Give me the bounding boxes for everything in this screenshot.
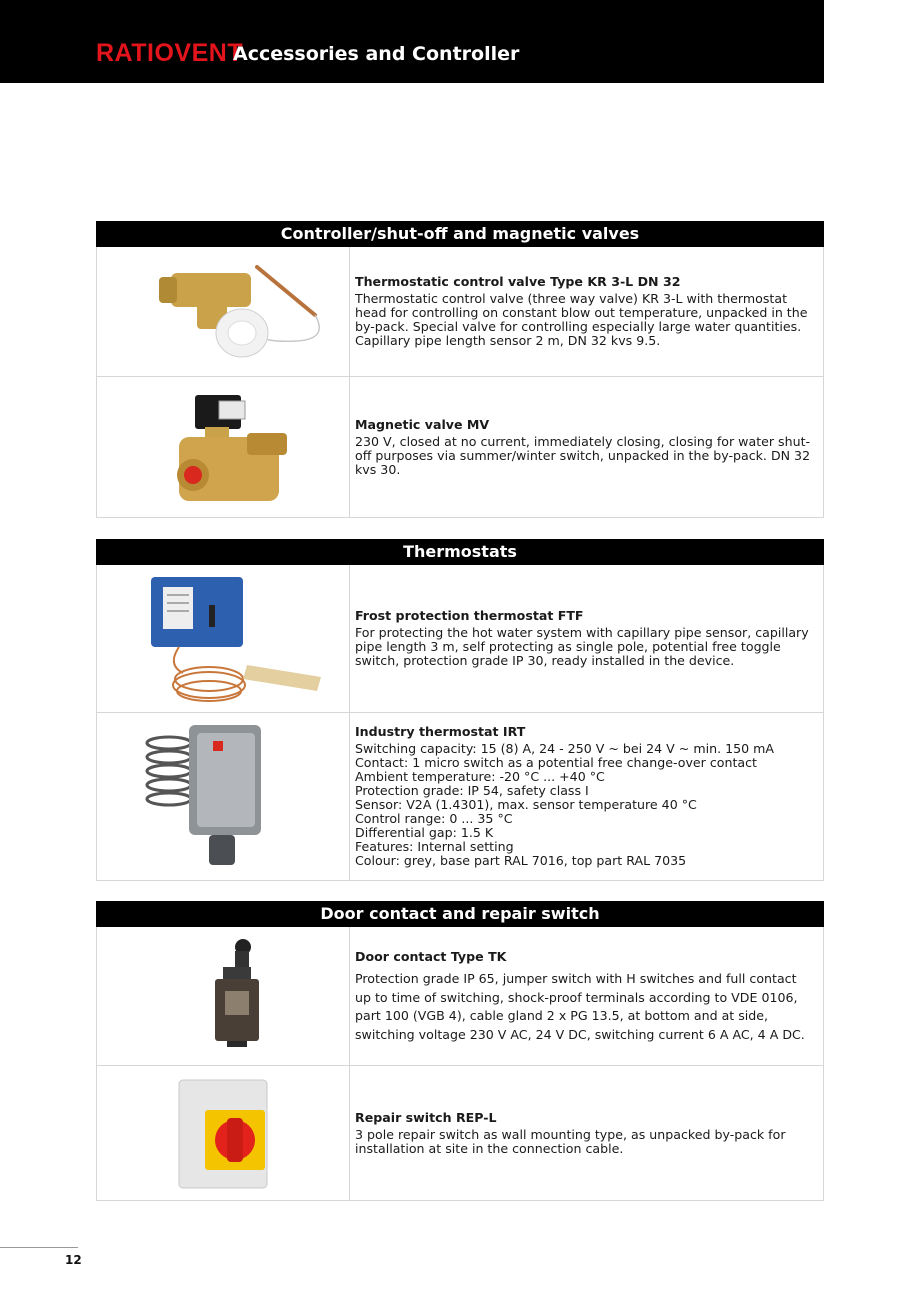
product-row — [96, 377, 824, 518]
section-title: Door contact and repair switch — [96, 901, 824, 927]
product-text — [355, 927, 815, 1065]
product-image-cell — [97, 377, 350, 517]
product-image-cell — [97, 247, 350, 376]
product-text — [355, 565, 815, 712]
magnetic-valve-image — [97, 377, 349, 518]
section-door-contact — [96, 901, 824, 1201]
brand-logo: RATIOVENT — [96, 39, 244, 67]
product-description: Switching capacity: 15 (8) A, 24 - 250 V ~ bei 24 V ~ min. 150 mA Contact: 1 micro switch as a potential free change-over contact Ambient temperature: -20 °C ... +40 °C Protection grade: IP 54, safety class I Sensor: V2A (1.4301), max. sensor temperature 40 °C Control range: 0 ... 35 °C Differential gap: 1.5 K Features: Internal setting Colour: grey, base part RAL 7016, top part RAL 7035 — [355, 741, 775, 868]
frost-thermostat-image — [97, 565, 349, 713]
product-text — [355, 377, 815, 517]
product-text — [355, 713, 815, 880]
footer-rule — [0, 1247, 78, 1248]
product-row — [96, 565, 824, 713]
page-number: 12 — [65, 1253, 82, 1267]
product-title: Frost protection thermostat FTF — [355, 608, 584, 623]
product-row — [96, 927, 824, 1066]
product-text — [355, 247, 815, 376]
product-description: Thermostatic control valve (three way valve) KR 3-L with thermostat head for controlling on constant blow out temperature, unpacked in the by-pack. Special valve for controlling especially large water quantities. Capillary pipe length sensor 2 m, DN 32 kvs 9.5. — [355, 291, 808, 348]
product-image-cell — [97, 713, 350, 880]
product-description: 3 pole repair switch as wall mounting type, as unpacked by-pack for installation at site in the connection cable. — [355, 1126, 786, 1156]
product-title: Door contact Type TK — [355, 948, 507, 964]
product-description: 230 V, closed at no current, immediately closing, closing for water shut-off purposes via summer/winter switch, unpacked in the by-pack. DN 32 kvs 30. — [355, 433, 811, 477]
section-title: Thermostats — [96, 539, 824, 565]
industry-thermostat-image — [97, 713, 349, 881]
product-text — [355, 1066, 815, 1200]
product-row — [96, 247, 824, 377]
product-description: Protection grade IP 65, jumper switch with H switches and full contact up to time of switching, shock-proof terminals according to VDE 0106, part 100 (VGB 4), cable gland 2 x PG 13.5, at bottom and at side, switching voltage 230 V AC, 24 V DC, switching current 6 A AC, 4 A DC. — [355, 971, 805, 1042]
product-description: For protecting the hot water system with capillary pipe sensor, capillary pipe length 3 m, self protecting as single pole, potential free toggle switch, protection grade IP 30, ready installed in the device. — [355, 625, 809, 668]
repair-switch-image — [97, 1066, 349, 1201]
product-image-cell — [97, 1066, 350, 1200]
header-title: Accessories and Controller — [233, 43, 520, 65]
section-title: Controller/shut-off and magnetic valves — [96, 221, 824, 247]
product-image-cell — [97, 565, 350, 712]
product-title: Thermostatic control valve Type KR 3-L DN 32 — [355, 274, 681, 289]
product-title: Magnetic valve MV — [355, 416, 490, 432]
thermostatic-valve-image — [97, 247, 349, 377]
product-row — [96, 1066, 824, 1201]
product-row — [96, 713, 824, 881]
section-thermostats — [96, 539, 824, 881]
product-image-cell — [97, 927, 350, 1065]
door-contact-image — [97, 927, 349, 1066]
page-header — [0, 0, 824, 83]
product-title: Industry thermostat IRT — [355, 724, 526, 739]
product-title: Repair switch REP-L — [355, 1109, 497, 1125]
section-valves — [96, 221, 824, 518]
